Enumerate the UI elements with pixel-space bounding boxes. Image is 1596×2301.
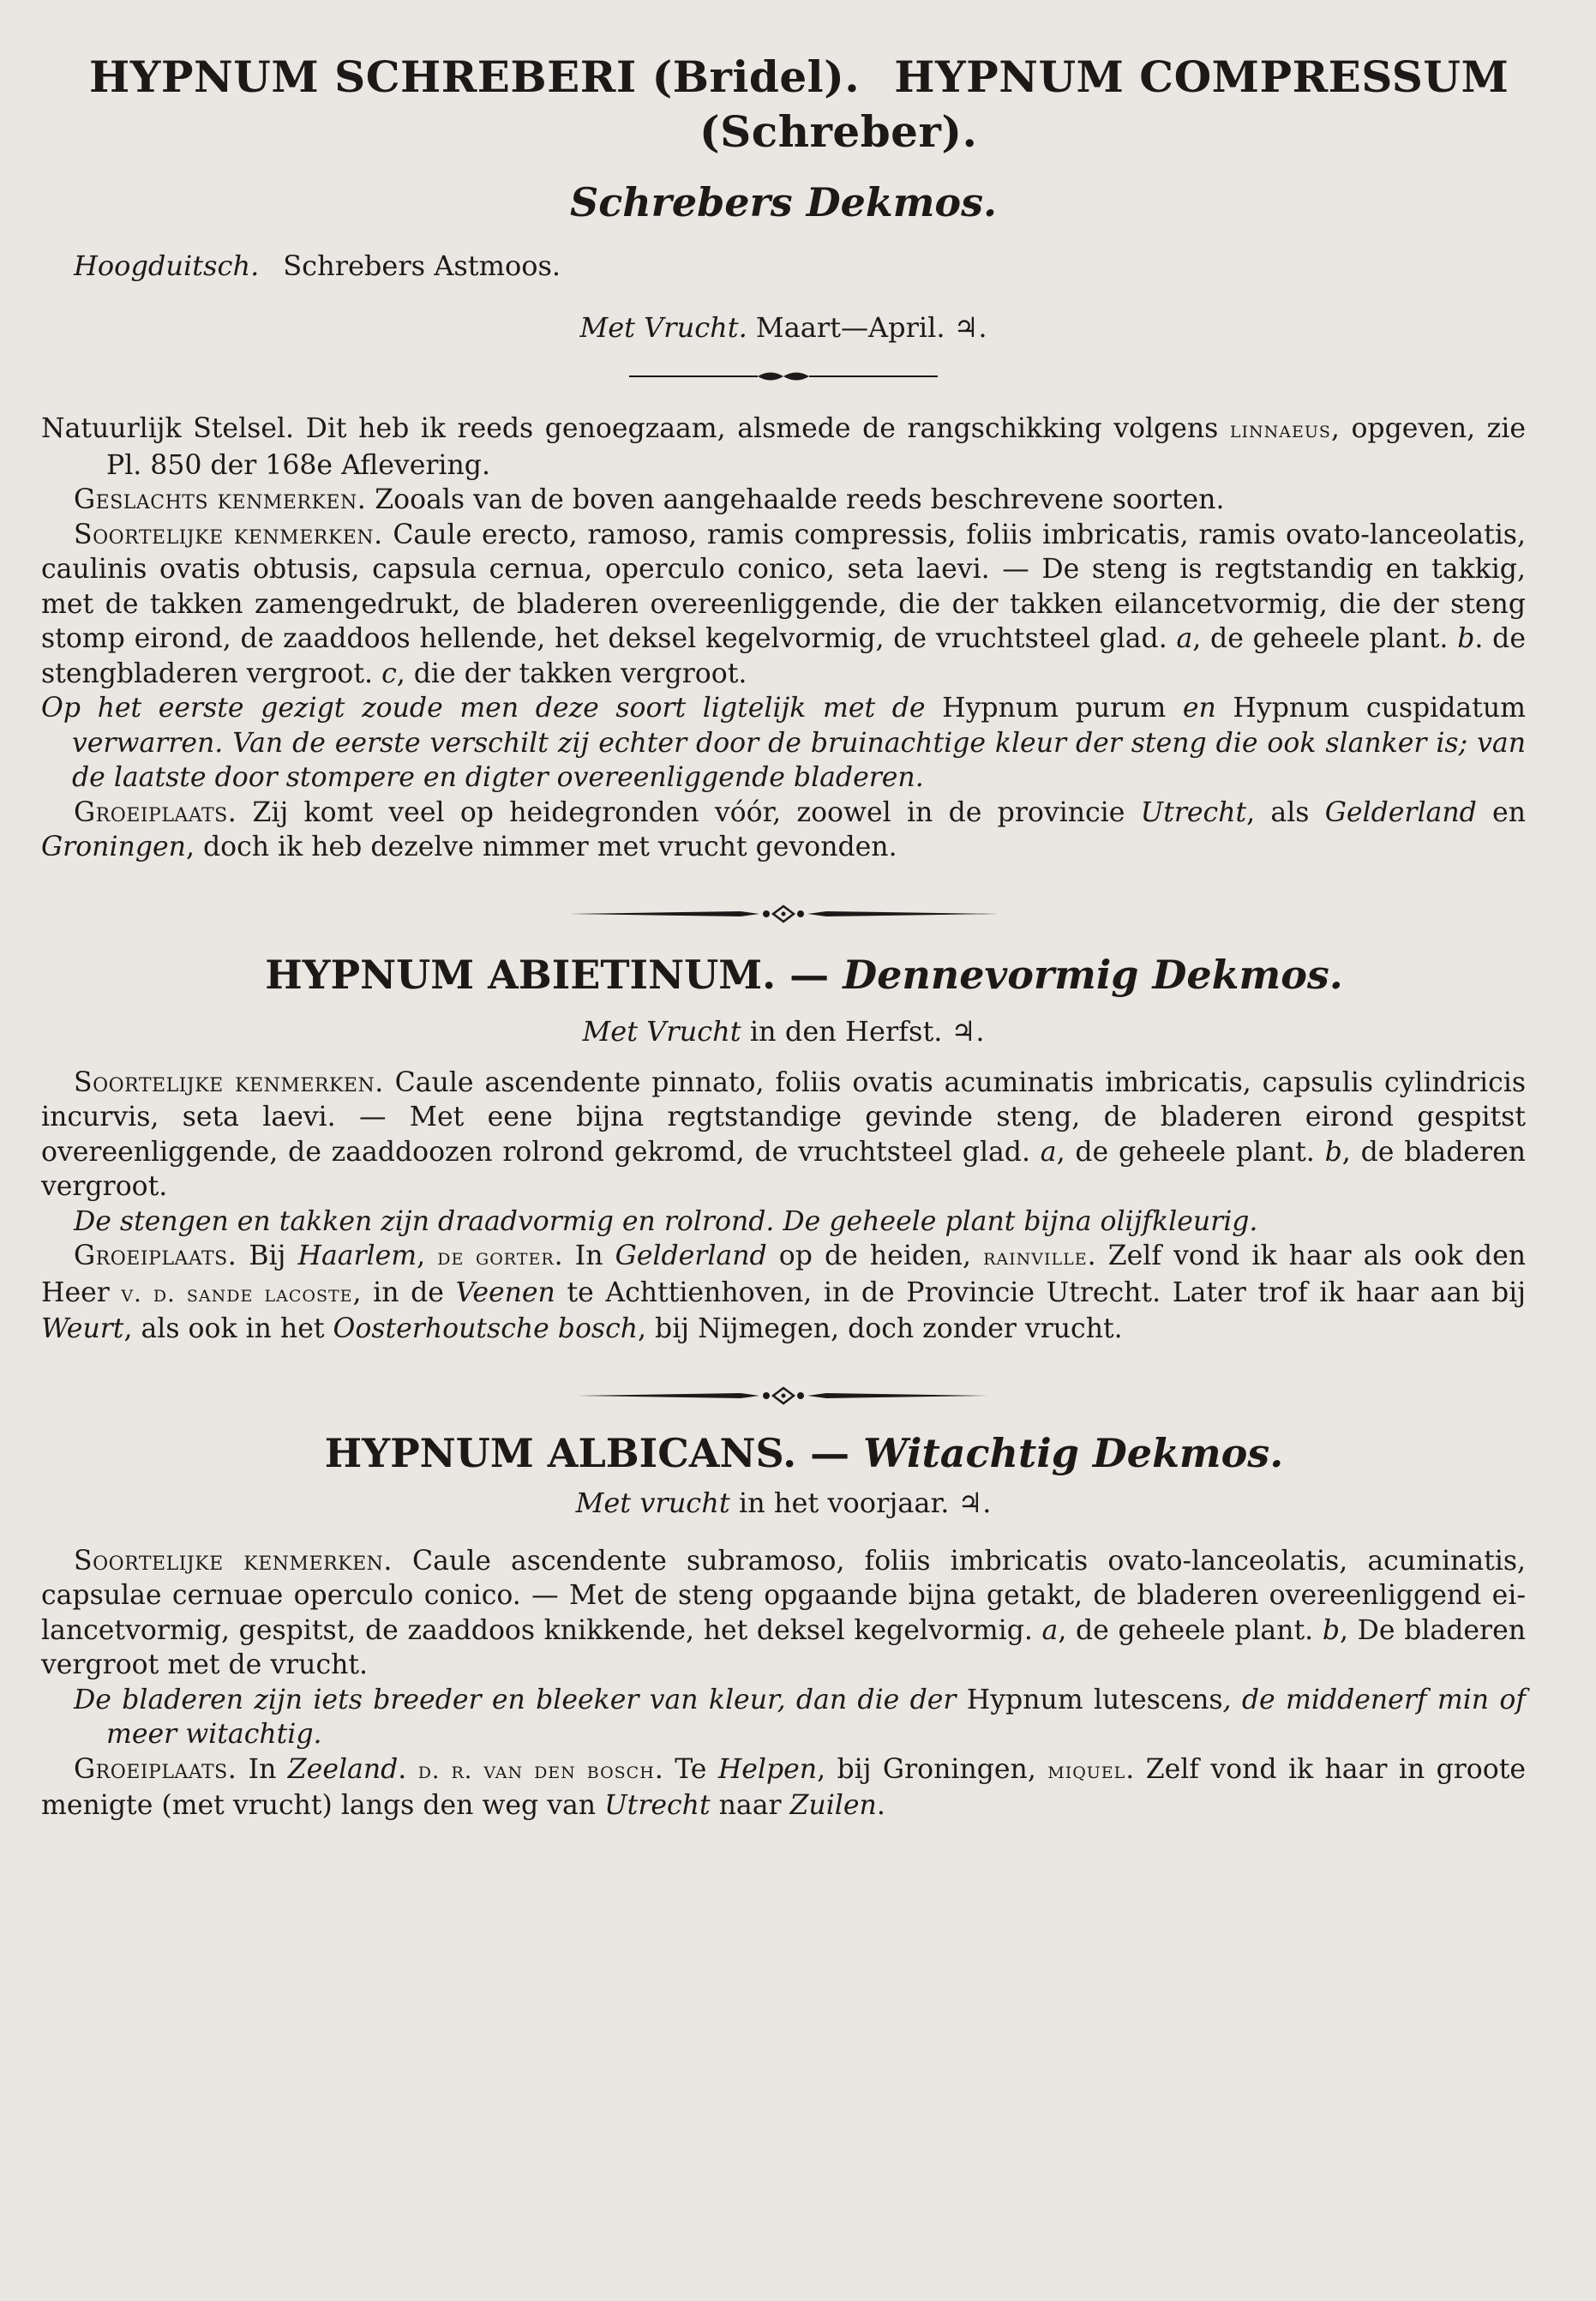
dutch-name: Schrebers Dekmos. [569, 179, 998, 225]
title-schreberi: HYPNUM SCHREBERI (Bridel). [89, 51, 861, 102]
ornament-divider-2 [578, 1383, 989, 1409]
fruit-time-1: Maart—April. [755, 311, 945, 344]
paragraph-note-3: De bladeren zijn iets breeder en bleeker van kleur, dan die der Hypnum lutescens, de middenerf min of meer witachtig. [74, 1684, 1527, 1750]
section-2-body [41, 1066, 1526, 1347]
paragraph-species-characters: Soortelijke kenmerken. Caule erecto, ramoso, ramis compressis, foliis imbricatis, ramis ovato-lanceolatis, caulinis ovatis obtusis, capsula cernua, operculo conico, seta laevi. — De steng is regtstandig en takkig, met de takken zamengedrukt, de bladeren overeenliggende, die der takken eilancetvormig, die der steng stomp eirond, de zaaddoos hellende, het deksel kegelvormig, de vruchtsteel glad. a, de geheele plant. b. de stengbladeren vergroot. c, die der takken vergroot. [41, 519, 1526, 689]
fruit-line-2: Met Vrucht in den Herfst. ♃. [582, 1014, 985, 1048]
paragraph-habitat-2: Groeiplaats. Bij Haarlem, de gorter. In Gelderland op de heiden, rainville. Zelf vond ik haar als ook den Heer v. d. sande lacoste, in de Veenen te Achttienhoven, in de Provincie Utrecht. Later trof ik haar aan bij Weurt, als ook in het Oosterhoutsche bosch, bij Nijmegen, doch zonder vrucht. [41, 1241, 1527, 1344]
paragraph-comparison: Op het eerste gezigt zoude men deze soort ligtelijk met de Hypnum purum en Hypnum cuspidatum verwarren. Van de eerste verschilt zij echter door de bruinachtige kleur der steng die ook slanker is; van de laatste door stompere en digter overeenliggende bladeren. [41, 693, 1526, 793]
perennial-symbol-3: ♃. [957, 1486, 992, 1519]
fruit-label-1: Met Vrucht. [579, 311, 747, 344]
section-2-title: HYPNUM ABIETINUM. — Dennevormig Dekmos. [265, 951, 1343, 998]
paragraph-habitat-1: Groeiplaats. Zij komt veel op heidegronden vóór, zoowel in de provincie Utrecht, als Gelderland en Groningen, doch ik heb dezelve nimmer met vrucht gevonden. [41, 796, 1526, 862]
paragraph-species-characters-2: Soortelijke kenmerken. Caule ascendente pinnato, foliis ovatis acuminatis imbricatis, capsulis cylindricis incurvis, seta laevi. — Met eene bijna regtstandige gevinde steng, de bladeren eirond gespitst overeenliggende, de zaaddoozen rolrond gekromd, de vruchtsteel glad. a, de geheele plant. b, de bladeren vergroot. [41, 1066, 1527, 1202]
section-3-body [41, 1544, 1526, 1823]
german-label: Hoogduitsch. [74, 249, 260, 282]
perennial-symbol-1: ♃. [953, 311, 987, 344]
paragraph-note-2: De stengen en takken zijn draadvormig en rolrond. De geheele plant bijna olijfkleurig. [74, 1205, 1258, 1237]
paragraph-natural-system: Natuurlijk Stelsel. Dit heb ik reeds genoegzaam, alsmede de rangschikking volgens linnaeus, opgeven, zie Pl. 850 der 168e Aflevering. [41, 413, 1526, 481]
fruit-line-3: Met vrucht in het voorjaar. ♃. [575, 1486, 992, 1519]
document-page [0, 50, 1596, 2301]
fruit-line-1 [41, 309, 1526, 346]
paragraph-habitat-3: Groeiplaats. In Zeeland. d. r. van den bosch. Te Helpen, bij Groningen, miquel. Zelf vond ik haar in groote menigte (met vrucht) langs den weg van Utrecht naar Zuilen. [41, 1753, 1527, 1821]
ornament-divider-small [629, 363, 938, 389]
title-schreber: (Schreber). [699, 106, 978, 157]
ornament-divider-1 [569, 901, 998, 927]
paragraph-species-characters-3: Soortelijke kenmerken. Caule ascendente subramoso, foliis imbricatis ovato-lanceolatis, acuminatis, capsulae cernuae operculo conico. — Met de steng opgaande bijna getakt, de bladeren overeenliggend ei-lancetvormig, gespitst, de zaaddoos knikkende, het deksel kegelvormig. a, de geheele plant. b, De bladeren vergroot met de vrucht. [41, 1545, 1527, 1680]
paragraph-genus-characters: Geslachts kenmerken. Zooals van de boven aangehaalde reeds beschrevene soorten. [74, 484, 1225, 515]
perennial-symbol-2: ♃. [951, 1014, 985, 1048]
title-compressum: HYPNUM COMPRESSUM [894, 51, 1509, 102]
german-name-line [74, 247, 1526, 285]
german-name: Schrebers Astmoos. [283, 249, 561, 282]
section-3-title: HYPNUM ALBICANS. — Witachtig Dekmos. [324, 1429, 1284, 1476]
section-1-body [41, 412, 1526, 865]
page-title [41, 50, 1526, 159]
